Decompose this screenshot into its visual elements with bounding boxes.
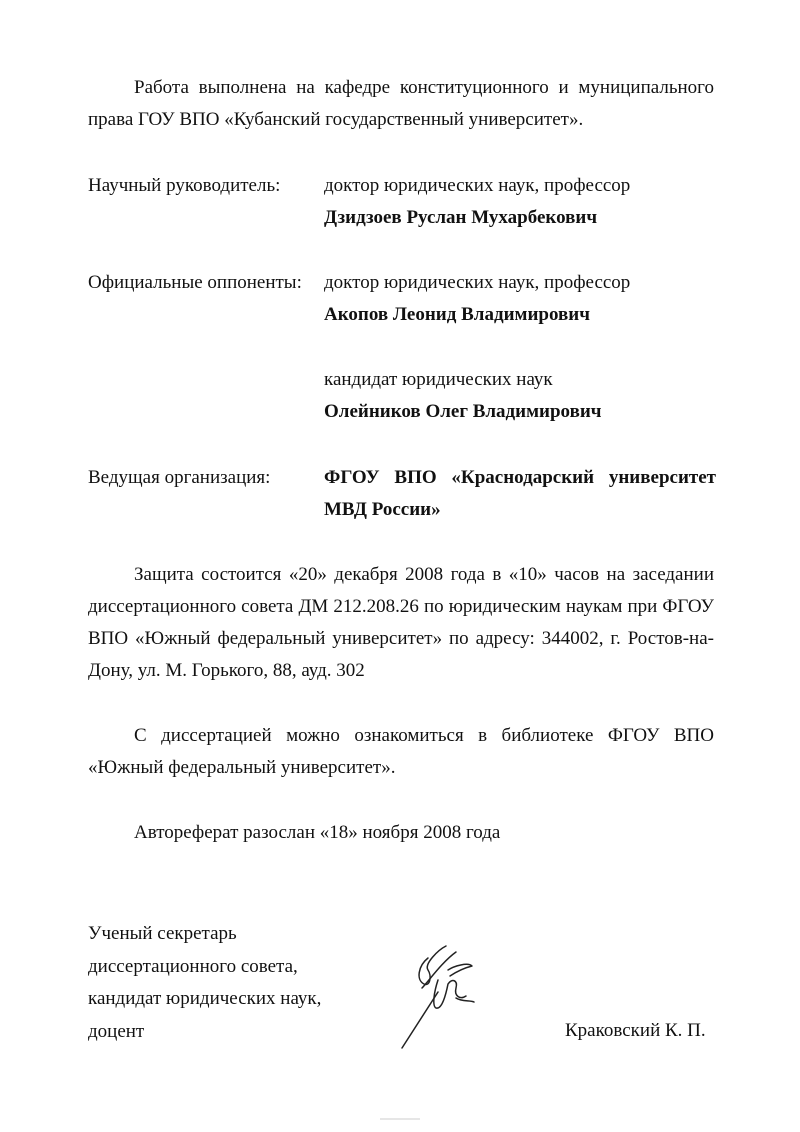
sent-paragraph: [88, 817, 714, 849]
supervisor-label: Научный руководитель:: [88, 175, 281, 196]
defense-paragraph: [88, 559, 714, 687]
opponent-second-degree: кандидат юридических наук: [324, 369, 553, 390]
leading-org-label: Ведущая организация:: [88, 467, 271, 488]
opponent-second: [324, 364, 716, 428]
secretary-line-3: кандидат юридических наук,: [88, 988, 322, 1009]
supervisor-name: Дзидзоев Руслан Мухарбекович: [324, 207, 598, 228]
intro-text: Работа выполнена на кафедре конституционного и муниципального права ГОУ ВПО «Кубанский государственный университет».: [88, 77, 714, 130]
handwritten-signature: [398, 936, 490, 1052]
leading-org-value: [324, 462, 716, 526]
library-paragraph: [88, 720, 714, 784]
secretary-name: Краковский К. П.: [565, 1020, 706, 1041]
supervisor-degree: доктор юридических наук, профессор: [324, 175, 631, 196]
scan-mark: [380, 1118, 420, 1120]
intro-paragraph: [88, 72, 714, 136]
opponent-first: [324, 267, 716, 331]
secretary-line-4: доцент: [88, 1020, 145, 1042]
secretary-line-1: Ученый секретарь: [88, 923, 237, 944]
leading-org-line-1: ФГОУ ВПО «Краснодарский университет: [324, 467, 716, 488]
library-text: С диссертацией можно ознакомиться в библиотеке ФГОУ ВПО «Южный федеральный университет».: [88, 725, 714, 778]
secretary-line-2: диссертационного совета,: [88, 955, 298, 977]
supervisor-value: [324, 170, 716, 234]
opponent-second-name: Олейников Олег Владимирович: [324, 401, 602, 422]
leading-org-line-2: МВД России»: [324, 499, 441, 520]
opponent-first-degree: доктор юридических наук, профессор: [324, 272, 631, 293]
opponents-label: Официальные оппоненты:: [88, 272, 302, 293]
opponent-first-name: Акопов Леонид Владимирович: [324, 304, 590, 325]
defense-text: Защита состоится «20» декабря 2008 года в «10» часов на заседании диссертационного совета ДМ 212.208.26 по юридическим наукам при ФГОУ ВПО «Южный федеральный университет» по адресу: 344002, г. Ростов-на-Дону, ул. М. Горького, 88, ауд. 302: [88, 564, 714, 681]
secretary-block: [88, 918, 321, 1048]
sent-text: Автореферат разослан «18» ноября 2008 года: [134, 822, 501, 843]
